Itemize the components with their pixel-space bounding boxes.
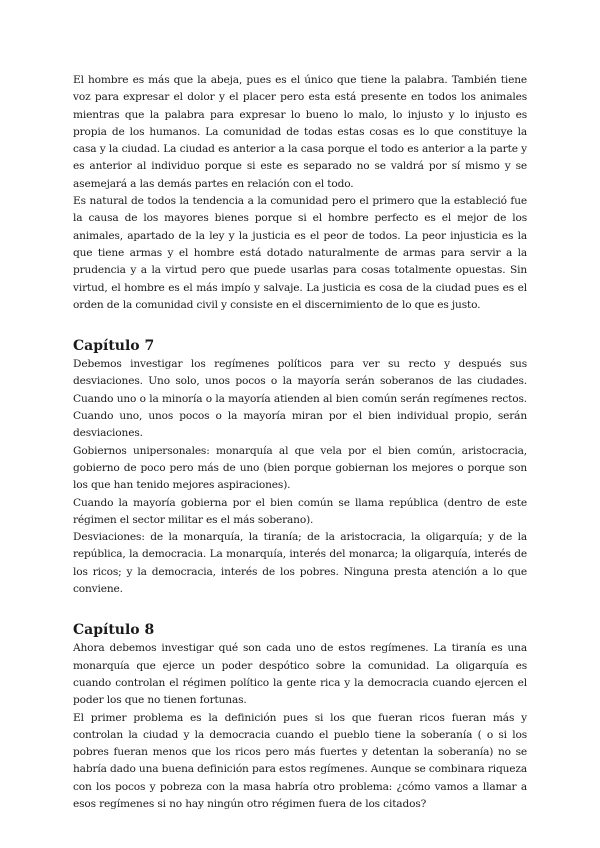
paragraph: Desviaciones: de la monarquía, la tiranía; de la aristocracia, la oligarquía; y de la república, la democracia. La monarquía, interés del monarca; la oligarquía, interés de los ricos; y la democracia, interés de los pobres. Ninguna presta atención a lo que conviene. — [73, 531, 527, 596]
paragraph: El primer problema es la definición pues si los que fueran ricos fueran más y controlan la ciudad y la democracia cuando el pueblo tiene la soberanía ( o si los pobres fueran menos que los ricos pero más fuertes y detentan la soberanía) no se habría dado una buena definición para estos regímenes. Aunque se combinara riqueza con los pocos y pobreza con la masa habría otro problema: ¿cómo vamos a llamar a esos regímenes si no hay ningún otro régimen fuera de los citados? — [73, 711, 527, 810]
section-chapter-8 — [73, 620, 527, 813]
section-intro — [73, 72, 527, 314]
paragraph: Ahora debemos investigar qué son cada uno de estos regímenes. La tiranía es una monarquía que ejerce un poder despótico sobre la comunidad. La oligarquía es cuando controlan el régimen político la gente rica y la democracia cuando ejercen el poder los que no tienen fortunas. — [73, 642, 527, 707]
document-page — [73, 72, 527, 813]
paragraph: Debemos investigar los regímenes políticos para ver su recto y después sus desviaciones. Uno solo, unos pocos o la mayoría serán soberanos de las ciudades. Cuando uno o la minoría o la mayoría atienden al bien común serán regímenes rectos. Cuando uno, unos pocos o la mayoría miran por el bien individual propio, serán desviaciones. — [73, 358, 527, 440]
chapter-heading: Capítulo 7 — [73, 338, 155, 355]
paragraph: Es natural de todos la tendencia a la comunidad pero el primero que la estableció fue la causa de los mayores bienes porque si el hombre perfecto es el mejor de los animales, apartado de la ley y la justicia es el peor de todos. La peor injusticia es la que tiene armas y el hombre está dotado naturalmente de armas para servir a la prudencia y a la virtud pero que puede usarlas para cosas totalmente opuestas. Sin virtud, el hombre es el más impío y salvaje. La justicia es cosa de la ciudad pues es el orden de la comunidad civil y consiste en el discernimiento de lo que es justo. — [73, 195, 527, 311]
paragraph: Cuando la mayoría gobierna por el bien común se llama república (dentro de este régimen el sector militar es el más soberano). — [73, 496, 527, 526]
chapter-heading: Capítulo 8 — [73, 622, 155, 639]
paragraph: Gobiernos unipersonales: monarquía al que vela por el bien común, aristocracia, gobierno de poco pero más de uno (bien porque gobiernan los mejores o porque son los que han tenido mejores aspiraciones). — [73, 444, 527, 492]
paragraph: El hombre es más que la abeja, pues es el único que tiene la palabra. También tiene voz para expresar el dolor y el placer pero esta está presente en todos los animales mientras que la palabra para expresar lo bueno lo malo, lo injusto y lo injusto es propia de los humanos. La comunidad de todas estas cosas es lo que constituye la casa y la ciudad. La ciudad es anterior a la casa porque el todo es anterior a la parte y es anterior al individuo porque si este es separado no se valdrá por sí mismo y se asemejará a las demás partes en relación con el todo. — [73, 74, 527, 190]
section-chapter-7 — [73, 336, 527, 598]
